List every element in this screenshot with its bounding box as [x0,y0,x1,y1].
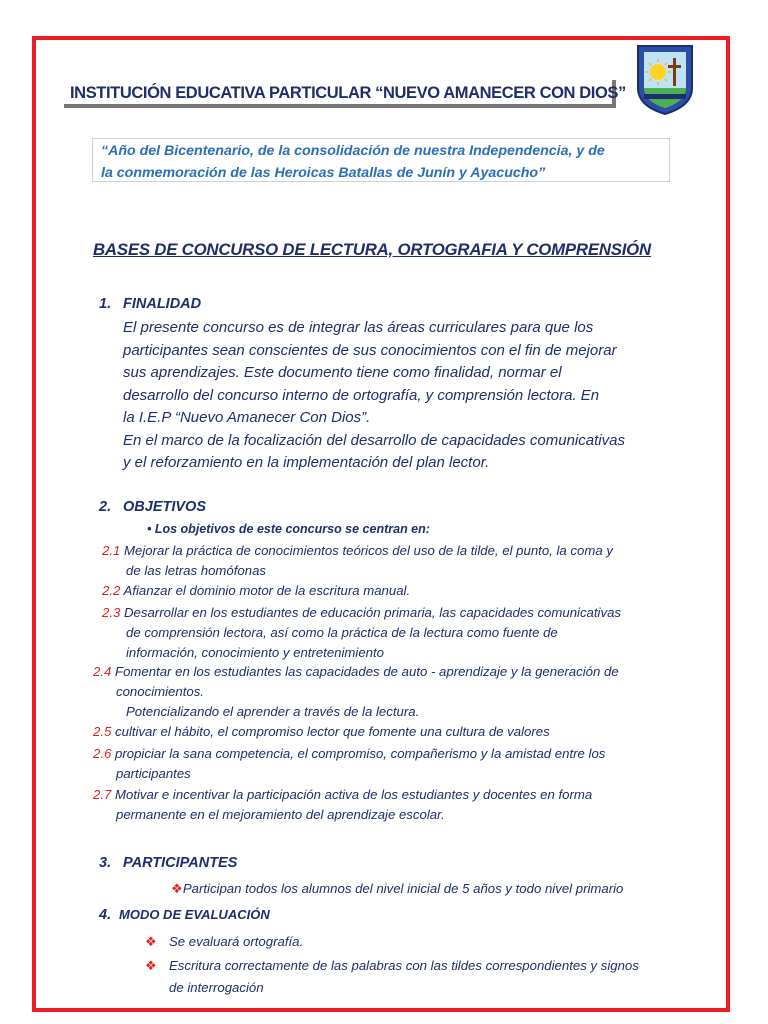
section-participantes-heading [99,855,237,871]
section-title: MODO DE EVALUACIÓN [119,907,270,922]
objective-line: cultivar el hábito, el compromiso lector que fomente una cultura de valores [115,724,550,739]
diamond-bullet-icon: ❖ [145,934,157,949]
diamond-bullet-icon: ❖ [171,881,183,896]
objective-line: información, conocimiento y entretenimiento [126,645,385,660]
objective-line: Mejorar la práctica de conocimientos teóricos del uso de la tilde, el punto, la coma y [124,543,613,558]
evaluacion-item [145,955,639,999]
objective-line: Potencializando el aprender a través de la lectura. [126,704,420,719]
objective-line: Motivar e incentivar la participación activa de los estudiantes y docentes en forma [115,787,593,802]
section-title: FINALIDAD [123,296,202,312]
evaluacion-line: Se evaluará ortografía. [169,934,304,949]
section-finalidad-heading [99,296,201,312]
evaluacion-line: Escritura correctamente de las palabras con las tildes correspondientes y signos [169,958,639,973]
evaluacion-item [145,931,303,953]
year-motto-line-2: la conmemoración de las Heroicas Batallas de Junín y Ayacucho” [101,165,546,181]
finalidad-line: y el reforzamiento en la implementación del plan lector. [123,454,490,471]
objective-item [93,785,592,825]
year-motto-line-1: “Año del Bicentenario, de la consolidación de nuestra Independencia, y de [101,143,605,159]
section-number: 2. [99,499,112,515]
objective-number: 2.3 [102,605,121,620]
objective-item [102,581,410,601]
objetivos-intro: • Los objetivos de este concurso se centran en: [147,522,430,536]
finalidad-paragraph [123,317,683,475]
objective-item [102,603,621,663]
year-motto [101,140,667,184]
section-objetivos-heading [99,499,206,515]
participantes-item [171,881,623,897]
section-number: 1. [99,296,112,312]
finalidad-line: El presente concurso es de integrar las áreas curriculares para que los [123,319,594,336]
objective-line: propiciar la sana competencia, el compromiso, compañerismo y la amistad entre los [115,746,606,761]
objective-item [102,541,613,581]
objective-line: Desarrollar en los estudiantes de educación primaria, las capacidades comunicativas [124,605,622,620]
participantes-text: Participan todos los alumnos del nivel inicial de 5 años y todo nivel primario [182,881,624,896]
objective-number: 2.6 [93,746,112,761]
finalidad-line: desarrollo del concurso interno de ortografía, y comprensión lectora. En [123,386,600,404]
objective-number: 2.1 [102,543,121,558]
section-number: 3. [99,855,112,871]
objective-item [93,722,550,742]
section-title: OBJETIVOS [123,499,206,515]
finalidad-line: En el marco de la focalización del desarrollo de capacidades comunicativas [123,431,625,449]
section-number: 4. [99,907,112,923]
objective-line: participantes [116,766,191,781]
objective-item [93,744,605,784]
section-evaluacion-heading [99,907,270,923]
objective-item [93,662,619,722]
objective-line: Fomentar en los estudiantes las capacidades de auto - aprendizaje y la generación de [115,664,619,679]
objective-number: 2.7 [93,787,112,802]
finalidad-line: la I.E.P “Nuevo Amanecer Con Dios”. [123,409,371,426]
institution-title: INSTITUCIÓN EDUCATIVA PARTICULAR “NUEVO AMANECER CON DIOS” [70,84,626,102]
objective-number: 2.4 [93,664,112,679]
objective-line: permanente en el mejoramiento del aprendizaje escolar. [116,807,445,822]
objective-line: Afianzar el dominio motor de la escritura manual. [123,583,411,598]
diamond-bullet-icon: ❖ [145,958,157,973]
objective-line: de las letras homófonas [126,563,267,578]
school-crest-icon [634,42,696,116]
evaluacion-line: de interrogación [169,980,264,995]
objective-line: de comprensión lectora, así como la práctica de la lectura como fuente de [126,625,558,640]
document-title: BASES DE CONCURSO DE LECTURA, ORTOGRAFIA Y COMPRENSIÓN [93,240,651,259]
objective-line: conocimientos. [116,684,204,699]
objective-number: 2.2 [102,583,121,598]
objective-number: 2.5 [93,724,112,739]
section-title: PARTICIPANTES [123,855,238,871]
finalidad-line: participantes sean conscientes de sus conocimientos con el fin de mejorar [123,341,617,359]
finalidad-line: sus aprendizajes. Este documento tiene como finalidad, normar el [123,364,562,381]
